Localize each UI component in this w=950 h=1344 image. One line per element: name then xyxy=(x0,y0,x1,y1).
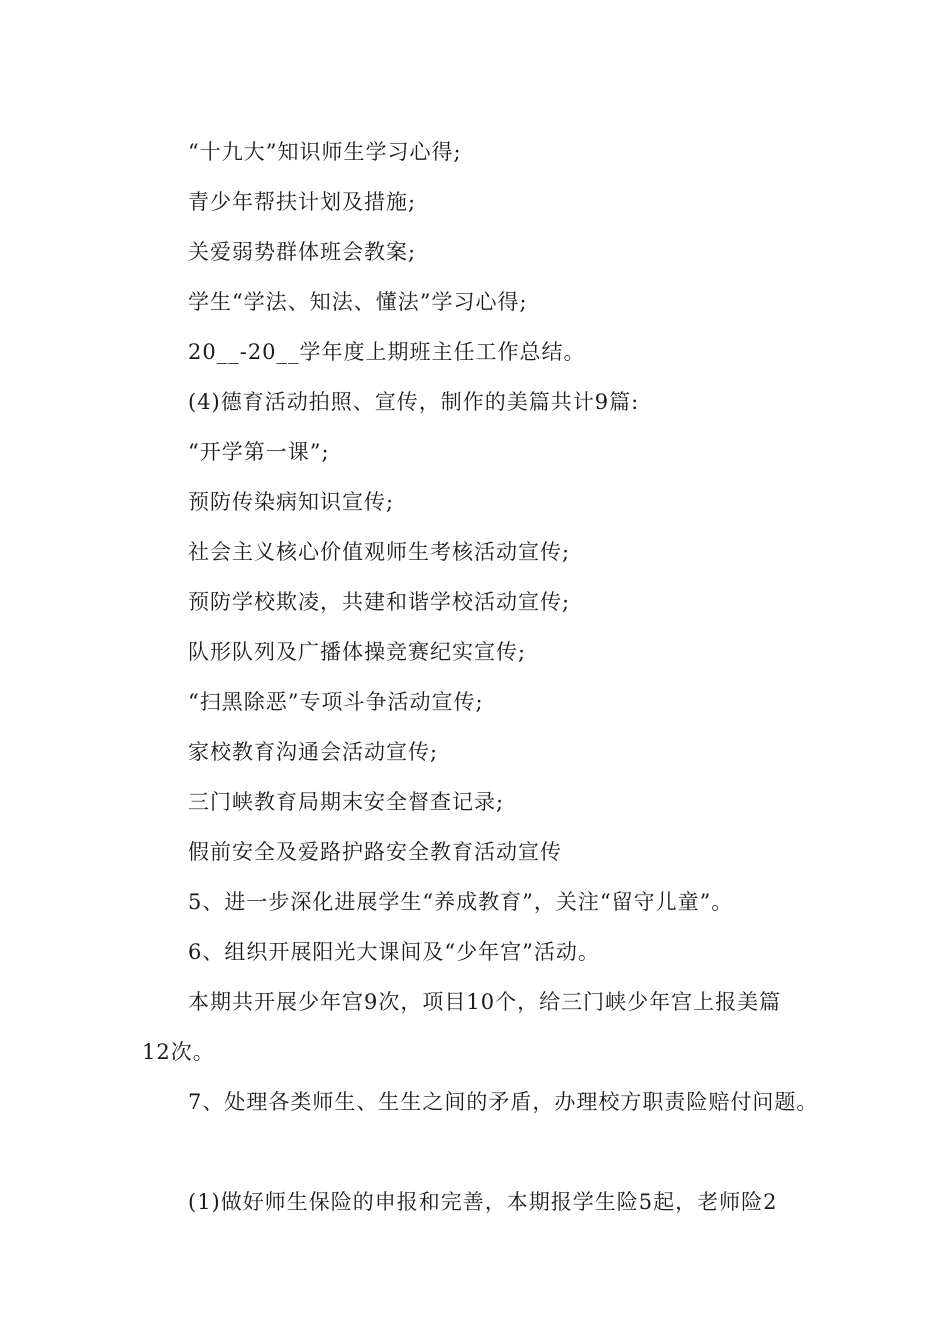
text-line: 本期共开展少年宫9次，项目10个，给三门峡少年宫上报美篇 xyxy=(188,990,782,1014)
text-line: 学生“学法、知法、懂法”学习心得; xyxy=(188,290,528,314)
text-line: 社会主义核心价值观师生考核活动宣传; xyxy=(188,540,571,564)
text-line: “开学第一课”; xyxy=(188,440,330,464)
text-line: 三门峡教育局期末安全督查记录; xyxy=(188,790,505,814)
text-line: 队形队列及广播体操竞赛纪实宣传; xyxy=(188,640,527,664)
text-line: 关爱弱势群体班会教案; xyxy=(188,240,417,264)
text-line: 6、组织开展阳光大课间及“少年宫”活动。 xyxy=(188,940,600,964)
text-line: 青少年帮扶计划及措施; xyxy=(188,190,417,214)
text-line: “扫黑除恶”专项斗争活动宣传; xyxy=(188,690,484,714)
text-line: (1)做好师生保险的申报和完善，本期报学生险5起，老师险2 xyxy=(188,1190,778,1214)
text-line: “十九大”知识师生学习心得; xyxy=(188,140,462,164)
text-line: 5、进一步深化进展学生“养成教育”，关注“留守儿童”。 xyxy=(188,890,734,914)
text-line: 假前安全及爱路护路安全教育活动宣传 xyxy=(188,840,562,864)
text-line: 7、处理各类师生、生生之间的矛盾，办理校方职责险赔付问题。 xyxy=(188,1090,819,1114)
text-line: 20__-20__学年度上期班主任工作总结。 xyxy=(188,340,586,364)
text-line: 预防传染病知识宣传; xyxy=(188,490,395,514)
text-line: 12次。 xyxy=(142,1040,215,1064)
text-line: 家校教育沟通会活动宣传; xyxy=(188,740,439,764)
text-line: 预防学校欺凌，共建和谐学校活动宣传; xyxy=(188,590,571,614)
text-line: (4)德育活动拍照、宣传，制作的美篇共计9篇: xyxy=(188,390,640,414)
